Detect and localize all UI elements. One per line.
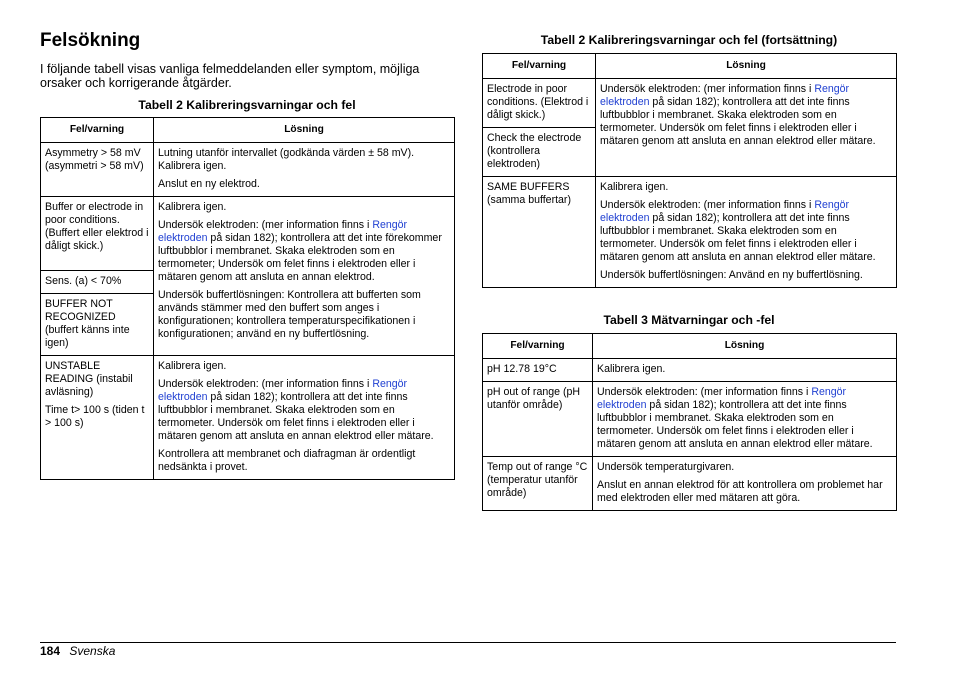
table-header-row: [41, 118, 455, 143]
error-text: UNSTABLE READING (instabil avläsning): [45, 360, 133, 398]
link-clean-electrode[interactable]: Rengör elektroden: [158, 378, 408, 403]
table2-caption: Tabell 2 Kalibreringsvarningar och fel: [138, 98, 356, 112]
solution-text: Undersök elektroden: (mer information finns i Rengör elektroden på sidan 182); kontrollera att det inte finns luftbubblor i membranet. Skaka elektroden som en termometer. Undersök om felet finns i elektroden eller i mätaren genom att ansluta en annan elektrod eller mätare.: [600, 83, 876, 147]
solution-text: Kalibrera igen.: [600, 181, 669, 193]
column-header: Lösning: [154, 118, 455, 143]
column-header: Fel/varning: [483, 334, 593, 359]
intro-paragraph: I följande tabell visas vanliga felmeddelanden eller symptom, möjliga orsaker och korrigerande åtgärder.: [40, 62, 420, 90]
solution-cell: [593, 382, 897, 457]
solution-text: Kalibrera igen.: [158, 360, 227, 372]
solution-text: Undersök elektroden: (mer information finns i Rengör elektroden på sidan 182); kontrollera att det inte finns luftbubblor i membranet. Skaka elektroden som en termometer. Undersök om felet finns i elektroden eller i mätaren genom att ansluta en annan elektrod eller mätare.: [158, 378, 434, 442]
page-footer: [40, 644, 115, 658]
solution-cell: [154, 197, 455, 356]
error-cell: Temp out of range °C (temperatur utanför område): [483, 457, 593, 511]
page-number: 184: [40, 644, 61, 658]
solution-text: Undersök temperaturgivaren.: [597, 461, 735, 473]
solution-text: Anslut en annan elektrod för att kontrollera om problemet har med elektroden eller med mätaren att göra.: [597, 479, 883, 504]
column-header: Lösning: [593, 334, 897, 359]
column-header: Fel/varning: [41, 118, 154, 143]
footer-language: Svenska: [69, 644, 116, 658]
table-row: [483, 359, 897, 382]
solution-text: Undersök elektroden: (mer information finns i Rengör elektroden på sidan 182); kontrollera att det inte förekommer luftbubblor i membranet. Skaka elektroden som en termometer; Undersök om felet finns i elektroden eller i mätaren genom att ansluta en annan elektrod.: [158, 219, 442, 283]
link-clean-electrode[interactable]: Rengör elektroden: [158, 219, 408, 244]
solution-cell: [154, 356, 455, 480]
table-row: [483, 457, 897, 511]
error-cell: SAME BUFFERS (samma buffertar): [483, 177, 596, 288]
table-row: [41, 197, 455, 271]
table-header-row: [483, 334, 897, 359]
solution-cell: [593, 457, 897, 511]
error-cell: Check the electrode (kontrollera elektroden): [483, 128, 596, 177]
error-cell: Asymmetry > 58 mV (asymmetri > 58 mV): [41, 143, 154, 197]
solution-cell: [596, 79, 897, 177]
solution-text: Undersök elektroden: (mer information finns i Rengör elektroden på sidan 182); kontrollera att det inte finns luftbubblor i membranet. Skaka elektroden som en termometer. Undersök om felet finns i elektroden eller i mätaren genom att ansluta en annan elektrod eller mätare.: [600, 199, 876, 263]
error-cell: Electrode in poor conditions. (Elektrod i dåligt skick.): [483, 79, 596, 128]
link-clean-electrode[interactable]: Rengör elektroden: [600, 83, 850, 108]
error-cell: Buffer or electrode in poor conditions. (Buffert eller elektrod i dåligt skick.): [41, 197, 154, 271]
solution-text: Undersök elektroden: (mer information finns i Rengör elektroden på sidan 182); kontrollera att det inte finns luftbubblor i membranet. Skaka elektroden som en termometer. Undersök om felet finns i elektroden eller i mätaren genom att ansluta en annan elektrod eller mätare.: [597, 386, 873, 450]
table-row: [483, 382, 897, 457]
error-cell: pH 12.78 19°C: [483, 359, 593, 382]
solution-text: Undersök buffertlösningen: Använd en ny buffertlösning.: [600, 269, 863, 281]
link-clean-electrode[interactable]: Rengör elektroden: [600, 199, 850, 224]
column-header: Lösning: [596, 54, 897, 79]
table-row: [41, 356, 455, 480]
solution-cell: Kalibrera igen.: [593, 359, 897, 382]
solution-text: Undersök buffertlösningen: Kontrollera att bufferten som används stämmer med den buffert som anges i konfigurationen; kontrollera temperaturspecifikationen i konfigurationen; använd en ny buffertlösning.: [158, 289, 421, 340]
table2: [40, 117, 455, 480]
table-row: [483, 79, 897, 128]
column-header: Fel/varning: [483, 54, 596, 79]
solution-text: Lutning utanför intervallet (godkända värden ± 58 mV). Kalibrera igen.: [158, 147, 415, 172]
page-title: Felsökning: [40, 30, 141, 51]
footer-divider: [40, 642, 896, 643]
table2cont-caption: Tabell 2 Kalibreringsvarningar och fel (fortsättning): [540, 33, 838, 47]
error-cell: pH out of range (pH utanför område): [483, 382, 593, 457]
error-cell: Sens. (a) < 70%: [41, 271, 154, 294]
table-row: [483, 177, 897, 288]
solution-text: Kontrollera att membranet och diafragman är ordentligt nedsänkta i provet.: [158, 448, 416, 473]
table2-continued: [482, 53, 897, 288]
error-text: Time t> 100 s (tiden t > 100 s): [45, 404, 145, 429]
solution-text: Anslut en ny elektrod.: [158, 178, 260, 190]
error-cell: [41, 356, 154, 480]
solution-cell: [596, 177, 897, 288]
link-clean-electrode[interactable]: Rengör elektroden: [597, 386, 847, 411]
error-cell: BUFFER NOT RECOGNIZED (buffert känns inte igen): [41, 294, 154, 356]
solution-text: Kalibrera igen.: [158, 201, 227, 213]
table-header-row: [483, 54, 897, 79]
table3: [482, 333, 897, 511]
solution-cell: [154, 143, 455, 197]
table3-caption: Tabell 3 Mätvarningar och -fel: [603, 313, 775, 327]
table-row: [41, 143, 455, 197]
